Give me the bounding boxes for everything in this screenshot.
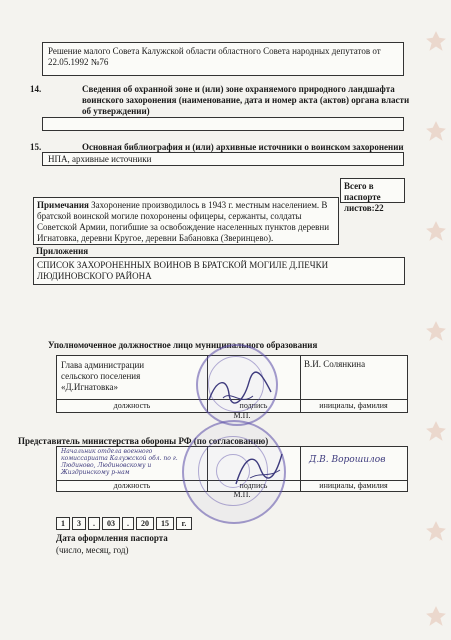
date-cell: . — [88, 517, 100, 530]
municipal-signature — [205, 370, 275, 410]
date-cell: г. — [176, 517, 192, 530]
section15-number: 15. — [30, 142, 42, 152]
attachments-text: СПИСОК ЗАХОРОНЕННЫХ ВОИНОВ В БРАТСКОЙ МОГИЛЕ Д.ПЕЧКИ ЛЮДИНОВСКОГО РАЙОНА — [37, 260, 329, 281]
date-cell: 20 — [136, 517, 154, 530]
municipal-cap-name: инициалы, фамилия — [319, 401, 388, 410]
section14-value — [42, 117, 404, 131]
date-cell: 1 — [56, 517, 70, 530]
watermark-icon — [425, 420, 447, 442]
attachments-label: Приложения — [36, 246, 89, 256]
watermark-icon — [425, 30, 447, 52]
municipal-name: В.И. Солянкина — [304, 359, 366, 369]
attachments-box — [33, 257, 405, 285]
date-cell: 15 — [156, 517, 174, 530]
section14-number: 14. — [30, 84, 42, 94]
municipal-heading: Уполномоченное должностное лицо муниципального образования — [48, 340, 318, 350]
ministry-cap-name: инициалы, фамилия — [319, 481, 388, 490]
ministry-heading: Представитель министерства обороны РФ (по согласованию) — [18, 436, 269, 446]
total-sheets-box — [340, 178, 405, 213]
watermark-icon — [425, 605, 447, 627]
watermark-icon — [425, 520, 447, 542]
ministry-mp: М.П. — [233, 490, 251, 499]
watermark-icon — [425, 220, 447, 242]
ministry-position: Начальник отдела военного комиссариата Калужской обл. по г. Людиново, Людиновскому и Жиздринскому р-нам — [61, 448, 178, 476]
municipal-position: Глава администрации сельского поселения «Д.Игнатовка» — [61, 360, 145, 392]
date-cell: . — [122, 517, 134, 530]
ministry-cap-position: должность — [113, 481, 151, 490]
notes-text: Захоронение производилось в 1943 г. местным населением. В братской воинской могиле похоронены офицеры, сержанты, солдаты Советской Армии, погибшие за освобождение населенных пунктов деревни Игнатовка, деревни Кругое, деревни Бабановка (Зверинцево). — [37, 200, 330, 243]
section15-value: НПА, архивные источники — [42, 152, 404, 166]
watermark-icon — [425, 120, 447, 142]
watermark-icon — [425, 320, 447, 342]
total-sheets-label: Всего в паспорте листов: — [344, 181, 381, 213]
ministry-signature — [230, 448, 290, 488]
decision-text: Решение малого Совета Калужской области областного Совета народных депутатов от 22.05.1992 №76 — [48, 46, 381, 67]
ministry-cap-signature: подпись — [239, 481, 268, 490]
notes-box — [33, 197, 339, 245]
ministry-name: Д.В. Ворошилов — [309, 455, 386, 465]
notes-label: Примечания — [37, 200, 89, 210]
date-label: Дата оформления паспорта — [56, 533, 168, 543]
decision-box — [42, 42, 404, 76]
municipal-mp: М.П. — [233, 411, 251, 420]
section15-title: Основная библиография и (или) архивные источники о воинском захоронении — [82, 142, 404, 152]
date-cells — [56, 517, 196, 530]
date-cell: 03 — [102, 517, 120, 530]
section14-title: Сведения об охранной зоне и (или) зоне охраняемого природного ландшафта воинского захоронения (наименование, дата и номер акта (актов) органа власти об утверждении) — [82, 84, 410, 116]
municipal-cap-signature: подпись — [239, 401, 268, 410]
municipal-cap-position: должность — [113, 401, 151, 410]
date-cell: 3 — [72, 517, 86, 530]
total-sheets-value: 22 — [374, 203, 384, 213]
date-sublabel: (число, месяц, год) — [56, 545, 129, 555]
